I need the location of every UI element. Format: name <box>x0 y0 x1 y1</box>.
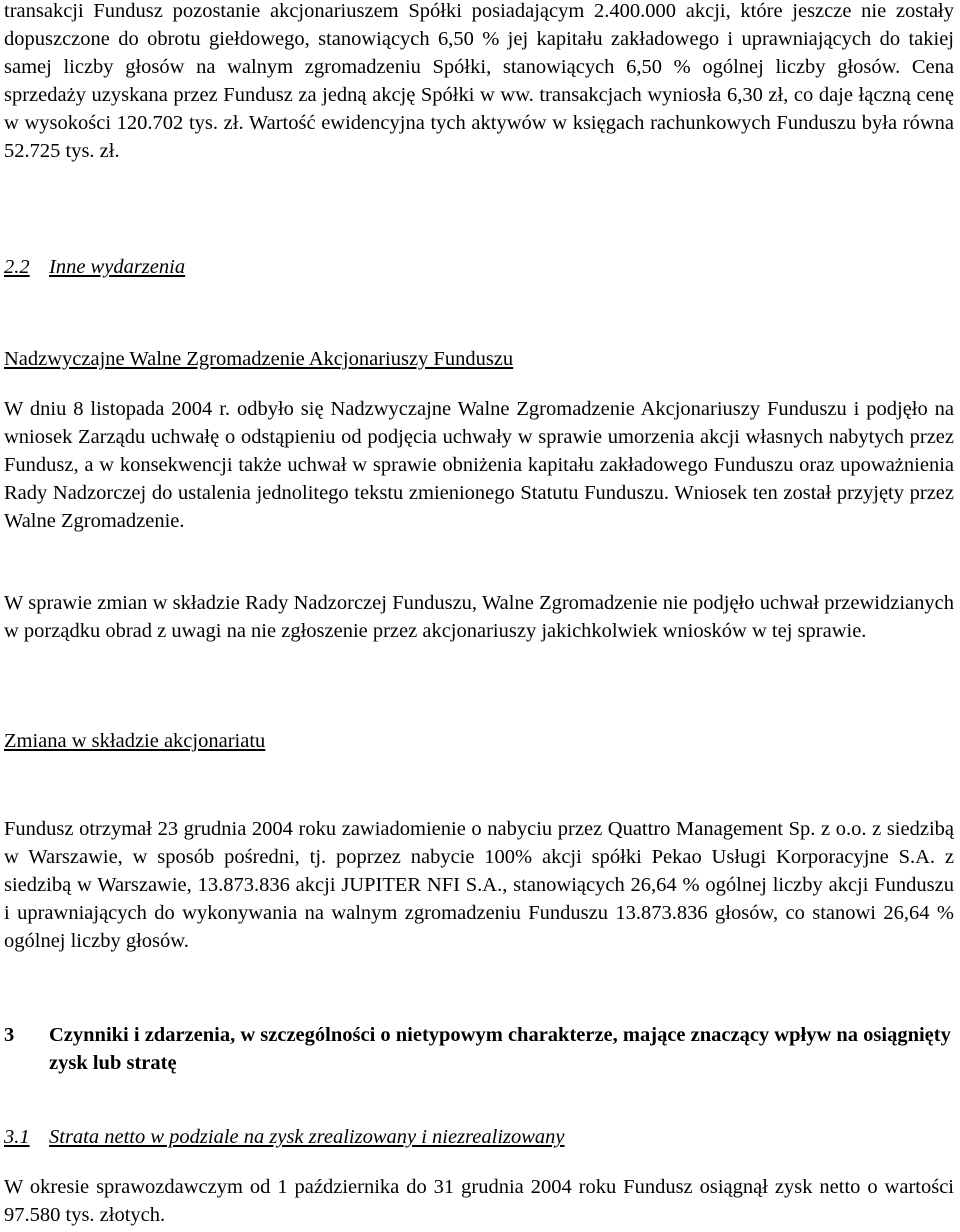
heading-2-2 <box>4 253 954 281</box>
heading-3-1 <box>4 1123 954 1151</box>
heading-2-2-title: Inne wydarzenia <box>49 256 186 278</box>
paragraph-transaction: transakcji Fundusz pozostanie akcjonariuszem Spółki posiadającym 2.400.000 akcji, które jeszcze nie zostały dopuszczone do obrotu giełdowego, stanowiących 6,50 % jej kapitału zakładowego i uprawniających do takiej samej liczby głosów na walnym zgromadzeniu Spółki, stanowiących 6,50 % ogólnej liczby głosów. Cena sprzedaży uzyskana przez Fundusz za jedną akcję Spółki w ww. transakcjach wyniosła 6,30 zł, co daje łączną cenę w wysokości 120.702 tys. zł. Wartość ewidencyjna tych aktywów w księgach rachunkowych Funduszu była równa 52.725 tys. zł. <box>4 0 954 162</box>
paragraph-egm-resolution: W dniu 8 listopada 2004 r. odbyło się Nadzwyczajne Walne Zgromadzenie Akcjonariuszy Funduszu i podjęło na wniosek Zarządu uchwałę o odstąpieniu od podjęcia uchwały w sprawie umorzenia akcji własnych nabytych przez Fundusz, a w konsekwencji także uchwał w sprawie obniżenia kapitału zakładowego Funduszu oraz upoważnienia Rady Nadzorczej do ustalenia jednolitego tekstu zmienionego Statutu Funduszu. Wniosek ten został przyjęty przez Walne Zgromadzenie. <box>4 398 954 532</box>
heading-3 <box>4 1021 954 1077</box>
heading-3-number: 3 <box>4 1024 15 1046</box>
heading-shareholding-change: Zmiana w składzie akcjonariatu <box>4 730 266 752</box>
heading-2-2-number: 2.2 <box>4 256 30 278</box>
paragraph-shareholding: Fundusz otrzymał 23 grudnia 2004 roku zawiadomienie o nabyciu przez Quattro Management Sp. z o.o. z siedzibą w Warszawie, w sposób pośredni, tj. poprzez nabycie 100% akcji spółki Pekao Usługi Korporacyjne S.A. z siedzibą w Warszawie, 13.873.836 akcji JUPITER NFI S.A., stanowiących 26,64 % ogólnej liczby akcji Funduszu i uprawniających do wykonywania na walnym zgromadzeniu Funduszu 13.873.836 głosów, co stanowi 26,64 % ogólnej liczby głosów. <box>4 818 954 952</box>
heading-egm: Nadzwyczajne Walne Zgromadzenie Akcjonariuszy Funduszu <box>4 348 514 370</box>
heading-3-1-number: 3.1 <box>4 1126 30 1148</box>
paragraph-egm-board: W sprawie zmian w składzie Rady Nadzorczej Funduszu, Walne Zgromadzenie nie podjęło uchwał przewidzianych w porządku obrad z uwagi na nie zgłoszenie przez akcjonariuszy jakichkolwiek wniosków w tej sprawie. <box>4 592 954 642</box>
heading-3-title: Czynniki i zdarzenia, w szczególności o nietypowym charakterze, mające znaczący wpływ na osiągnięty zysk lub stratę <box>49 1024 951 1074</box>
paragraph-net-profit: W okresie sprawozdawczym od 1 października do 31 grudnia 2004 roku Fundusz osiągnął zysk netto o wartości 97.580 tys. złotych. <box>4 1176 954 1226</box>
heading-3-1-title: Strata netto w podziale na zysk zrealizowany i niezrealizowany <box>49 1126 565 1148</box>
